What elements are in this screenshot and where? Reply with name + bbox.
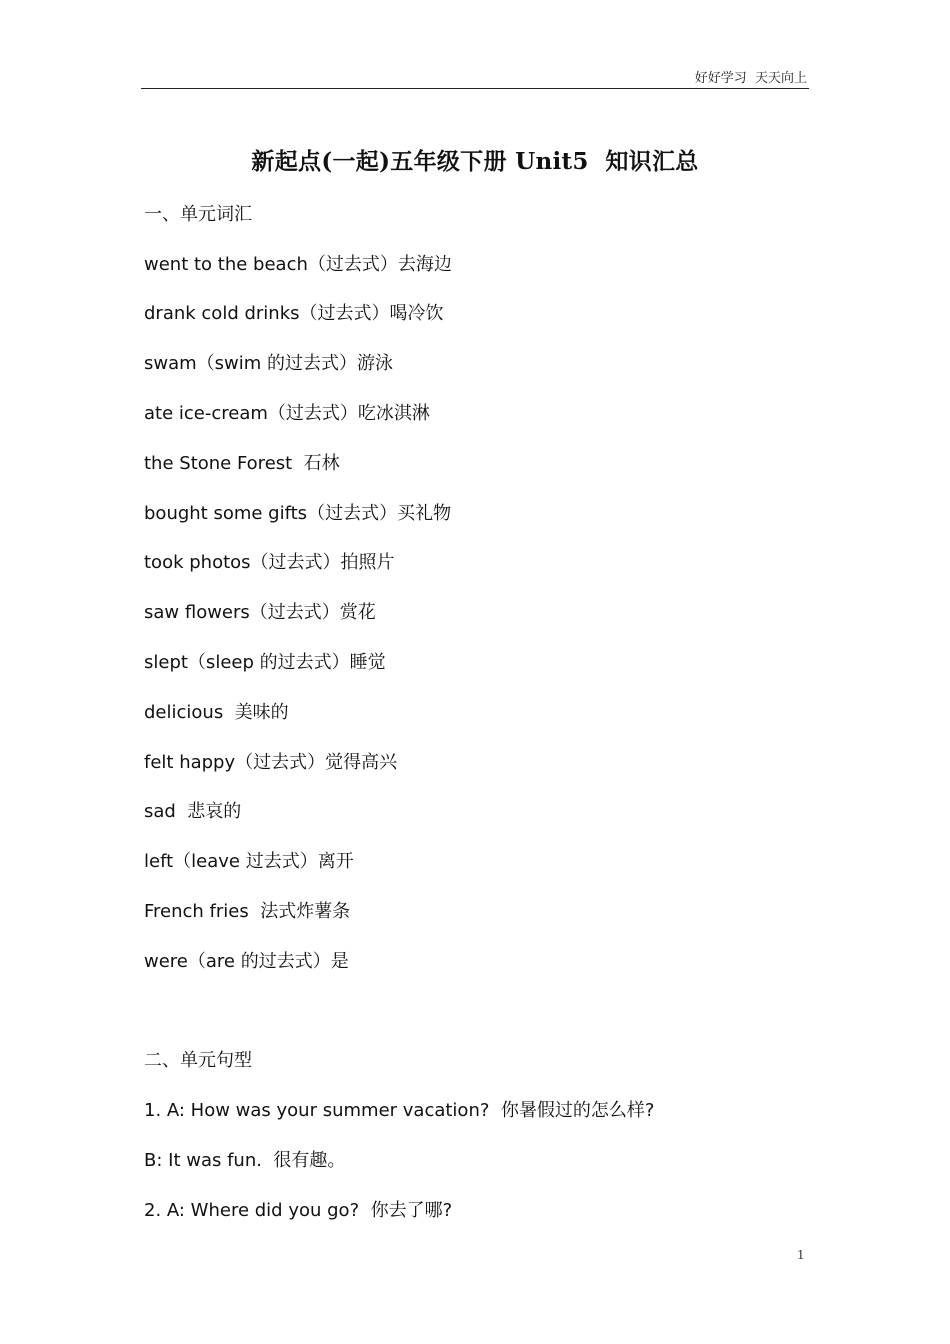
vocab-line: drank cold drinks（过去式）喝冷饮 xyxy=(144,303,444,324)
document-title: 新起点(一起)五年级下册 Unit5 知识汇总 xyxy=(251,148,699,175)
header-divider xyxy=(141,88,809,89)
vocab-line: bought some gifts（过去式）买礼物 xyxy=(144,503,452,524)
sentence-line: 1. A: How was your summer vacation? 你暑假过的怎么样? xyxy=(144,1100,655,1121)
page-number: 1 xyxy=(797,1248,805,1262)
sentence-line: B: It was fun. 很有趣。 xyxy=(144,1150,346,1171)
page-header-text: 好好学习 天天向上 xyxy=(694,71,807,86)
vocab-line: went to the beach（过去式）去海边 xyxy=(144,254,452,275)
vocab-line: ate ice-cream（过去式）吃冰淇淋 xyxy=(144,403,430,424)
vocab-line: delicious 美味的 xyxy=(144,702,289,723)
vocab-line: were（are 的过去式）是 xyxy=(144,951,349,972)
vocab-line: French fries 法式炸薯条 xyxy=(144,901,351,922)
section-heading-vocabulary: 一、单元词汇 xyxy=(144,204,252,225)
vocab-line: left（leave 过去式）离开 xyxy=(144,851,354,872)
vocab-line: felt happy（过去式）觉得高兴 xyxy=(144,752,398,773)
vocab-line: the Stone Forest 石林 xyxy=(144,453,340,474)
section-heading-sentences: 二、单元句型 xyxy=(144,1050,252,1071)
vocab-line: slept（sleep 的过去式）睡觉 xyxy=(144,652,386,673)
vocab-line: took photos（过去式）拍照片 xyxy=(144,552,395,573)
vocab-line: sad 悲哀的 xyxy=(144,801,242,822)
sentence-line: 2. A: Where did you go? 你去了哪? xyxy=(144,1200,453,1221)
vocab-line: saw flowers（过去式）赏花 xyxy=(144,602,376,623)
vocab-line: swam（swim 的过去式）游泳 xyxy=(144,353,394,374)
